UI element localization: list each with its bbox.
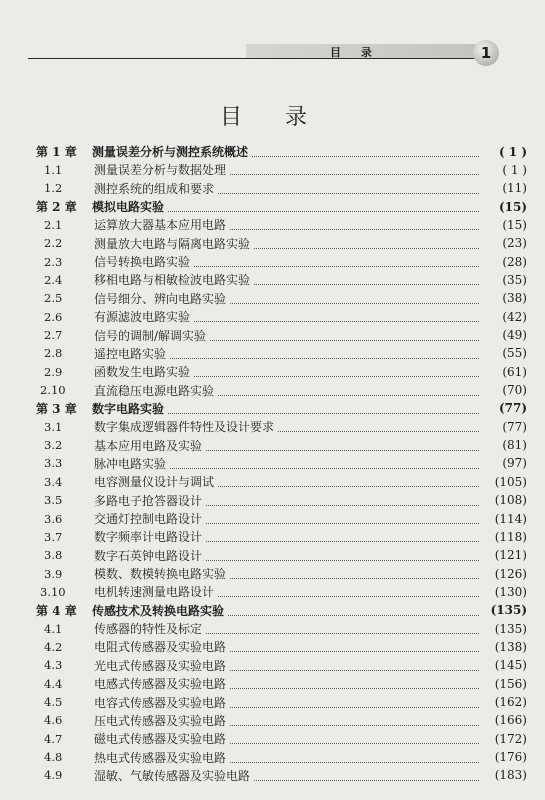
toc-section-row — [0, 417, 545, 436]
toc-chapter-row — [0, 197, 545, 216]
toc-entry-title: 基本应用电路及实验 — [94, 438, 203, 453]
toc-entry-number: 2.5 — [44, 291, 63, 306]
dot-leader — [206, 623, 479, 634]
toc-entry-title: 磁电式传感器及实验电路 — [94, 732, 227, 747]
toc-entry-number: 3.3 — [44, 456, 63, 471]
toc-entry-title: 数字电路实验 — [92, 401, 165, 416]
toc-section-row — [0, 344, 545, 363]
toc-section-row — [0, 693, 545, 712]
toc-entry-page: (23) — [502, 236, 527, 251]
toc-entry-title: 有源滤波电路实验 — [94, 310, 191, 325]
toc-entry-title: 压电式传感器及实验电路 — [94, 713, 227, 728]
toc-entry-title: 脉冲电路实验 — [94, 456, 167, 471]
toc-section-row — [0, 252, 545, 271]
toc-entry-title: 数字石英钟电路设计 — [94, 548, 203, 563]
toc-entry-title: 信号转换电路实验 — [94, 255, 191, 270]
toc-entry-title: 测控系统的组成和要求 — [94, 181, 215, 196]
toc-entry-page: (183) — [494, 768, 527, 783]
toc-section-row — [0, 454, 545, 473]
toc-entry-page: (130) — [494, 584, 527, 599]
toc-entry-number: 3.7 — [44, 529, 63, 544]
toc-entry-number: 3.2 — [44, 438, 63, 453]
toc-section-row — [0, 179, 545, 198]
toc-entry-page: (135) — [494, 621, 527, 636]
toc-section-row — [0, 362, 545, 381]
toc-entry-title: 信号的调制/解调实验 — [94, 328, 207, 343]
dot-leader — [254, 238, 479, 249]
toc-entry-number: 3.6 — [44, 511, 63, 526]
toc-entry-page: (28) — [502, 254, 527, 269]
toc-entry-number: 3.9 — [44, 566, 63, 581]
dot-leader — [218, 385, 479, 396]
toc-entry-number: 3.10 — [40, 584, 66, 599]
page-number-badge: 1 — [473, 40, 499, 66]
dot-leader — [230, 678, 479, 689]
toc-entry-page: (176) — [494, 750, 527, 765]
toc-entry-title: 热电式传感器及实验电路 — [94, 750, 227, 765]
toc-entry-number: 4.4 — [44, 676, 63, 691]
toc-entry-title: 信号细分、辨向电路实验 — [94, 291, 227, 306]
dot-leader — [252, 146, 479, 157]
dot-leader — [206, 513, 479, 524]
dot-leader — [210, 330, 479, 341]
toc-section-row — [0, 546, 545, 565]
toc-entry-title: 电阻式传感器及实验电路 — [94, 640, 227, 655]
toc-entry-title: 电机转速测量电路设计 — [94, 585, 215, 600]
toc-entry-number: 2.7 — [44, 328, 63, 342]
toc-entry-title: 数字集成逻辑器件特性及设计要求 — [94, 420, 275, 435]
toc-entry-title: 测量放大电路与隔离电路实验 — [94, 236, 251, 251]
toc-entry-number: 3.5 — [44, 493, 63, 508]
toc-entry-page: (138) — [494, 639, 527, 654]
toc-entry-title: 电容式传感器及实验电路 — [94, 695, 227, 710]
dot-leader — [206, 440, 479, 451]
toc-entry-number: 2.9 — [44, 364, 63, 379]
toc-entry-number: 4.7 — [44, 731, 63, 746]
toc-entry-title: 测量误差分析与测控系统概述 — [92, 145, 249, 159]
toc-entry-number: 3.4 — [44, 474, 63, 489]
toc-section-row — [0, 637, 545, 656]
dot-leader — [254, 274, 479, 285]
toc-entry-page: (55) — [502, 346, 527, 361]
toc-section-row — [0, 766, 545, 785]
dot-leader — [170, 348, 479, 359]
toc-entry-page: (49) — [502, 328, 527, 342]
toc-section-row — [0, 381, 545, 400]
toc-section-row — [0, 748, 545, 767]
toc-entry-title: 运算放大器基本应用电路 — [94, 218, 227, 233]
toc-section-row — [0, 436, 545, 455]
toc-entry-page: (38) — [502, 291, 527, 306]
toc-chapter-row — [0, 142, 545, 161]
dot-leader — [218, 476, 479, 487]
toc-entry-title: 模数、数模转换电路实验 — [94, 567, 227, 582]
toc-section-row — [0, 619, 545, 638]
dot-leader — [230, 715, 479, 726]
toc-entry-number: 2.1 — [44, 217, 63, 232]
toc-entry-number: 2.3 — [44, 254, 63, 269]
dot-leader — [218, 586, 479, 597]
toc-entry-page: (15) — [498, 199, 527, 214]
toc-entry-title: 湿敏、气敏传感器及实验电路 — [94, 768, 251, 783]
dot-leader — [206, 531, 479, 542]
toc-entry-page: (162) — [494, 695, 527, 709]
toc-entry-page: (166) — [494, 713, 527, 728]
toc-entry-page: (126) — [494, 566, 527, 581]
toc-section-row — [0, 270, 545, 289]
toc-entry-number: 2.4 — [44, 272, 63, 287]
dot-leader — [170, 458, 479, 469]
toc-entry-number: 2.2 — [44, 236, 63, 251]
toc-entry-number: 第 2 章 — [36, 200, 77, 215]
toc-entry-page: (81) — [502, 438, 527, 453]
toc-section-row — [0, 729, 545, 748]
header-rule — [28, 58, 476, 59]
toc-entry-page: (121) — [494, 548, 527, 563]
toc-entry-title: 传感技术及转换电路实验 — [92, 603, 225, 618]
dot-leader — [168, 201, 479, 212]
toc-entry-page: (172) — [494, 731, 527, 746]
toc-section-row — [0, 234, 545, 253]
toc-entry-page: (11) — [502, 181, 527, 196]
toc-entry-number: 3.8 — [44, 548, 63, 563]
toc-entry-page: (70) — [502, 383, 527, 398]
dot-leader — [218, 183, 479, 194]
toc-entry-number: 4.2 — [44, 639, 63, 654]
toc-entry-page: (118) — [494, 529, 527, 544]
toc-entry-title: 模拟电路实验 — [92, 200, 165, 215]
toc-entry-page: (77) — [502, 419, 527, 434]
toc-entry-title: 移相电路与相敏检波电路实验 — [94, 273, 251, 288]
toc-entry-number: 2.6 — [44, 309, 63, 324]
toc-entry-number: 4.8 — [44, 750, 63, 765]
dot-leader — [230, 733, 479, 744]
header-title: 目 录 — [330, 46, 380, 59]
page-header — [0, 0, 545, 64]
dot-leader — [194, 311, 479, 322]
toc-entry-page: ( 1 ) — [502, 162, 527, 177]
toc-entry-title: 测量误差分析与数据处理 — [94, 163, 227, 178]
toc-entry-title: 光电式传感器及实验电路 — [94, 658, 227, 673]
toc-entry-page: (97) — [502, 456, 527, 471]
toc-chapter-row — [0, 601, 545, 620]
dot-leader — [206, 550, 479, 561]
dot-leader — [230, 641, 479, 652]
toc-section-row — [0, 582, 545, 601]
toc-entry-page: (35) — [502, 272, 527, 287]
toc-entry-title: 数字频率计电路设计 — [94, 530, 203, 545]
toc-entry-number: 1.1 — [44, 162, 63, 177]
toc-entry-number: 2.8 — [44, 346, 63, 361]
dot-leader — [230, 752, 479, 763]
toc-entry-page: (61) — [502, 364, 527, 379]
toc-entry-title: 电感式传感器及实验电路 — [94, 677, 227, 692]
toc-section-row — [0, 564, 545, 583]
toc-entry-title: 直流稳压电源电路实验 — [94, 383, 215, 398]
toc-section-row — [0, 472, 545, 491]
toc-section-row — [0, 326, 545, 345]
toc-entry-number: 1.2 — [44, 181, 63, 196]
toc-entry-page: (135) — [490, 603, 527, 618]
toc-entry-number: 第 1 章 — [36, 145, 77, 159]
toc-section-row — [0, 509, 545, 528]
toc-section-row — [0, 711, 545, 730]
toc-entry-title: 函数发生电路实验 — [94, 365, 191, 380]
toc-entry-page: (145) — [494, 658, 527, 673]
toc-section-row — [0, 289, 545, 308]
document-heading: 目 录 — [220, 105, 325, 130]
toc-section-row — [0, 307, 545, 326]
toc-entry-number: 第 4 章 — [36, 603, 77, 618]
toc-section-row — [0, 491, 545, 510]
dot-leader — [194, 256, 479, 267]
toc-entry-number: 4.9 — [44, 768, 63, 783]
toc-entry-page: (156) — [494, 676, 527, 691]
toc-entry-title: 交通灯控制电路设计 — [94, 512, 203, 526]
dot-leader — [228, 605, 479, 616]
toc-entry-page: (15) — [502, 217, 527, 232]
toc-entry-title: 多路电子抢答器设计 — [94, 493, 203, 508]
toc-entry-number: 3.1 — [44, 419, 63, 434]
dot-leader — [278, 421, 479, 432]
dot-leader — [230, 568, 479, 579]
toc-chapter-row — [0, 399, 545, 418]
toc-entry-number: 4.1 — [44, 621, 63, 636]
dot-leader — [230, 660, 479, 671]
dot-leader — [194, 366, 479, 377]
toc-entry-number: 2.10 — [40, 383, 66, 398]
dot-leader — [168, 403, 479, 414]
toc-section-row — [0, 160, 545, 179]
toc-entry-page: ( 1 ) — [498, 144, 527, 159]
toc-entry-page: (108) — [494, 493, 527, 508]
toc-entry-number: 第 3 章 — [36, 401, 77, 416]
toc-entry-page: (77) — [498, 401, 527, 416]
dot-leader — [254, 770, 479, 781]
toc-entry-number: 4.6 — [44, 713, 63, 728]
toc-section-row — [0, 215, 545, 234]
toc-entry-page: (105) — [494, 474, 527, 489]
dot-leader — [230, 219, 479, 230]
toc-entry-number: 4.3 — [44, 658, 63, 673]
dot-leader — [230, 697, 479, 708]
toc-section-row — [0, 656, 545, 675]
toc-entry-number: 4.5 — [44, 695, 63, 709]
toc-entry-page: (42) — [502, 309, 527, 324]
dot-leader — [206, 495, 479, 506]
dot-leader — [230, 293, 479, 304]
toc-section-row — [0, 674, 545, 693]
toc-entry-title: 传感器的特性及标定 — [94, 622, 203, 637]
toc-entry-title: 电容测量仪设计与调试 — [94, 475, 215, 490]
dot-leader — [230, 164, 479, 175]
toc-section-row — [0, 527, 545, 546]
toc-entry-title: 遥控电路实验 — [94, 346, 167, 361]
toc-entry-page: (114) — [494, 511, 527, 526]
